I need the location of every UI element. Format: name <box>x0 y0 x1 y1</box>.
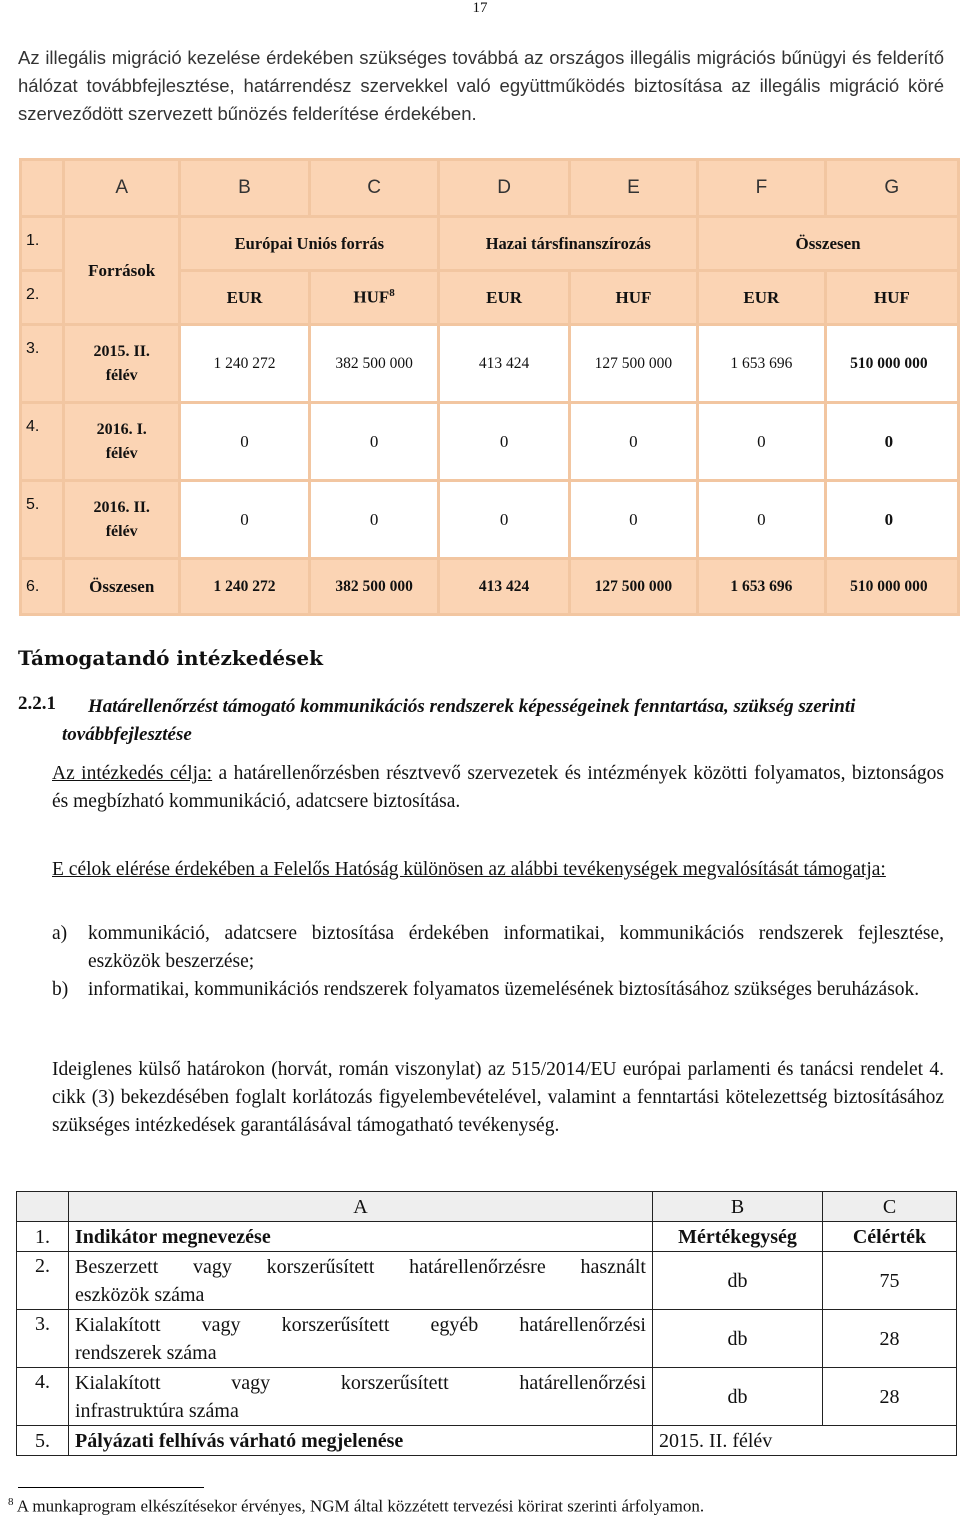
list-marker: b) <box>52 979 69 1000</box>
subsection-number: 2.2.1 <box>18 693 56 714</box>
period-cell <box>64 481 180 559</box>
indicator-name <box>69 1368 653 1426</box>
value-cell: 0 <box>180 481 309 559</box>
target-cell: 28 <box>823 1368 957 1426</box>
temporary-paragraph: Ideiglenes külső határokon (horvát, román viszonylat) az 515/2014/EU európai parlamenti és tanácsi rendelet 4. cikk (3) bekezdésében foglalt korlátozás figyelembevételével, valamint a fenntartási kötelezettség biztosításához szükséges intézkedések garantálásával támogatható tevékenység. <box>52 1059 944 1136</box>
header-name: Indikátor megnevezése <box>69 1222 653 1252</box>
currency: HUF <box>569 271 697 325</box>
total-value: 1 653 696 <box>698 559 826 615</box>
table-row <box>21 325 959 403</box>
value-cell: 0 <box>309 403 439 481</box>
list-marker: a) <box>52 923 68 944</box>
indicator-name <box>69 1310 653 1368</box>
value-cell: 0 <box>825 403 958 481</box>
indicator-table <box>16 1191 957 1456</box>
value-cell: 0 <box>569 403 697 481</box>
row-number: 1. <box>17 1222 69 1252</box>
total-value: 382 500 000 <box>309 559 439 615</box>
value-cell: 0 <box>569 481 697 559</box>
currency: EUR <box>180 271 309 325</box>
group-national: Hazai társfinanszírozás <box>439 217 698 271</box>
group-eu: Európai Uniós forrás <box>180 217 439 271</box>
period-line: félév <box>105 445 138 462</box>
value-cell: 0 <box>309 481 439 559</box>
row-number: 1. <box>21 217 64 271</box>
section-heading: Támogatandó intézkedések <box>18 646 323 670</box>
list-item <box>52 976 944 1004</box>
currency: HUF <box>825 271 958 325</box>
value-cell: 413 424 <box>439 325 569 403</box>
col-letter: A <box>64 160 180 217</box>
unit-cell: db <box>653 1310 823 1368</box>
list-text: informatikai, kommunikációs rendszerek folyamatos üzemelésének biztosításához szükséges beruházások. <box>88 979 920 1000</box>
table-row <box>17 1252 957 1310</box>
value-cell: 0 <box>439 403 569 481</box>
footnote-ref: 8 <box>389 287 395 300</box>
corner-cell <box>21 160 64 217</box>
indicator-line: eszközök száma <box>75 1283 205 1306</box>
period-cell <box>64 325 180 403</box>
row-number: 5. <box>17 1426 69 1456</box>
col-letter: B <box>653 1192 823 1222</box>
currency: EUR <box>439 271 569 325</box>
footnote <box>8 1496 704 1517</box>
col-letter: G <box>825 160 958 217</box>
corner-cell <box>17 1192 69 1222</box>
total-value: 413 424 <box>439 559 569 615</box>
value-cell: 0 <box>825 481 958 559</box>
page-number: 17 <box>472 0 488 16</box>
announcement-value: 2015. II. félév <box>653 1426 957 1456</box>
period-line: félév <box>105 367 138 384</box>
col-letter: C <box>309 160 439 217</box>
list-text: kommunikáció, adatcsere biztosítása érdekében informatikai, kommunikációs rendszerek fejlesztése, eszközök beszerzése; <box>88 923 944 972</box>
table-row <box>17 1368 957 1426</box>
period-cell <box>64 403 180 481</box>
total-value: 1 240 272 <box>180 559 309 615</box>
indicator-line: Beszerzett vagy korszerűsített határellenőrzésre használt <box>75 1255 646 1278</box>
table-row <box>17 1310 957 1368</box>
col-letter: B <box>180 160 309 217</box>
value-cell: 0 <box>698 403 826 481</box>
target-cell: 75 <box>823 1252 957 1310</box>
col-letter: C <box>823 1192 957 1222</box>
currency-with-footnote <box>309 271 439 325</box>
row-number: 3. <box>21 325 64 403</box>
goal-paragraph <box>52 760 944 816</box>
col-letter: F <box>698 160 826 217</box>
row-number: 4. <box>21 403 64 481</box>
period-line: félév <box>105 523 138 540</box>
row-number: 5. <box>21 481 64 559</box>
row-number: 4. <box>17 1368 69 1426</box>
currency-label: HUF <box>353 287 390 307</box>
value-cell: 0 <box>439 481 569 559</box>
total-value: 510 000 000 <box>825 559 958 615</box>
intro-paragraph: Az illegális migráció kezelése érdekében szükséges továbbá az országos illegális migrációs bűnügyi és felderítő hálózat továbbfejlesztése, határrendész szervekkel való együttműködés biztosítása az illegális migráció köré szerveződött szervezett bűnözés felderítése érdekében. <box>18 47 944 124</box>
currency: EUR <box>698 271 826 325</box>
indicator-line: Kialakított vagy korszerűsített határellenőrzési <box>75 1371 646 1394</box>
header-unit: Mértékegység <box>653 1222 823 1252</box>
announcement-label: Pályázati felhívás várható megjelenése <box>69 1426 653 1456</box>
table-row <box>21 481 959 559</box>
value-cell: 510 000 000 <box>825 325 958 403</box>
row-number: 6. <box>21 559 64 615</box>
funding-table <box>19 158 960 616</box>
row-number: 2. <box>21 271 64 325</box>
indicator-name <box>69 1252 653 1310</box>
footnote-text: A munkaprogram elkészítésekor érvényes, NGM által közzétett tervezési körirat szerinti árfolyamon. <box>13 1496 705 1516</box>
subsection-title: Határellenőrzést támogató kommunikációs rendszerek képességeinek fenntartása, szükség szerinti továbbfejlesztése <box>62 696 856 745</box>
table-row <box>17 1426 957 1456</box>
target-cell: 28 <box>823 1310 957 1368</box>
support-intro: E célok elérése érdekében a Felelős Hatóság különösen az alábbi tevékenységek megvalósítását támogatja: <box>52 859 886 880</box>
support-list <box>52 920 944 1004</box>
list-item <box>52 920 944 976</box>
col-letter: A <box>69 1192 653 1222</box>
table-row <box>21 403 959 481</box>
period-line: 2016. I. <box>96 421 147 438</box>
unit-cell: db <box>653 1368 823 1426</box>
footnote-separator <box>18 1487 204 1488</box>
row-number: 3. <box>17 1310 69 1368</box>
indicator-line: infrastruktúra száma <box>75 1399 239 1422</box>
value-cell: 0 <box>180 403 309 481</box>
value-cell: 1 653 696 <box>698 325 826 403</box>
goal-text: a határellenőrzésben résztvevő szervezetek és intézmények közötti folyamatos, biztonságos és megbízható kommunikáció, adatcsere biztosítása. <box>52 763 945 812</box>
indicator-line: rendszerek száma <box>75 1341 217 1364</box>
goal-label: Az intézkedés célja: <box>52 763 213 784</box>
period-line: 2016. II. <box>93 499 150 516</box>
footnote-marker: 8 <box>8 1496 14 1508</box>
total-row <box>21 559 959 615</box>
unit-cell: db <box>653 1252 823 1310</box>
total-label: Összesen <box>64 559 180 615</box>
row-number: 2. <box>17 1252 69 1310</box>
period-line: 2015. II. <box>93 343 150 360</box>
total-value: 127 500 000 <box>569 559 697 615</box>
group-total: Összesen <box>698 217 959 271</box>
value-cell: 0 <box>698 481 826 559</box>
value-cell: 127 500 000 <box>569 325 697 403</box>
col-letter: D <box>439 160 569 217</box>
value-cell: 1 240 272 <box>180 325 309 403</box>
indicator-line: Kialakított vagy korszerűsített egyéb határellenőrzési <box>75 1313 646 1336</box>
sources-label: Források <box>64 217 180 325</box>
col-letter: E <box>569 160 697 217</box>
header-target: Célérték <box>823 1222 957 1252</box>
value-cell: 382 500 000 <box>309 325 439 403</box>
